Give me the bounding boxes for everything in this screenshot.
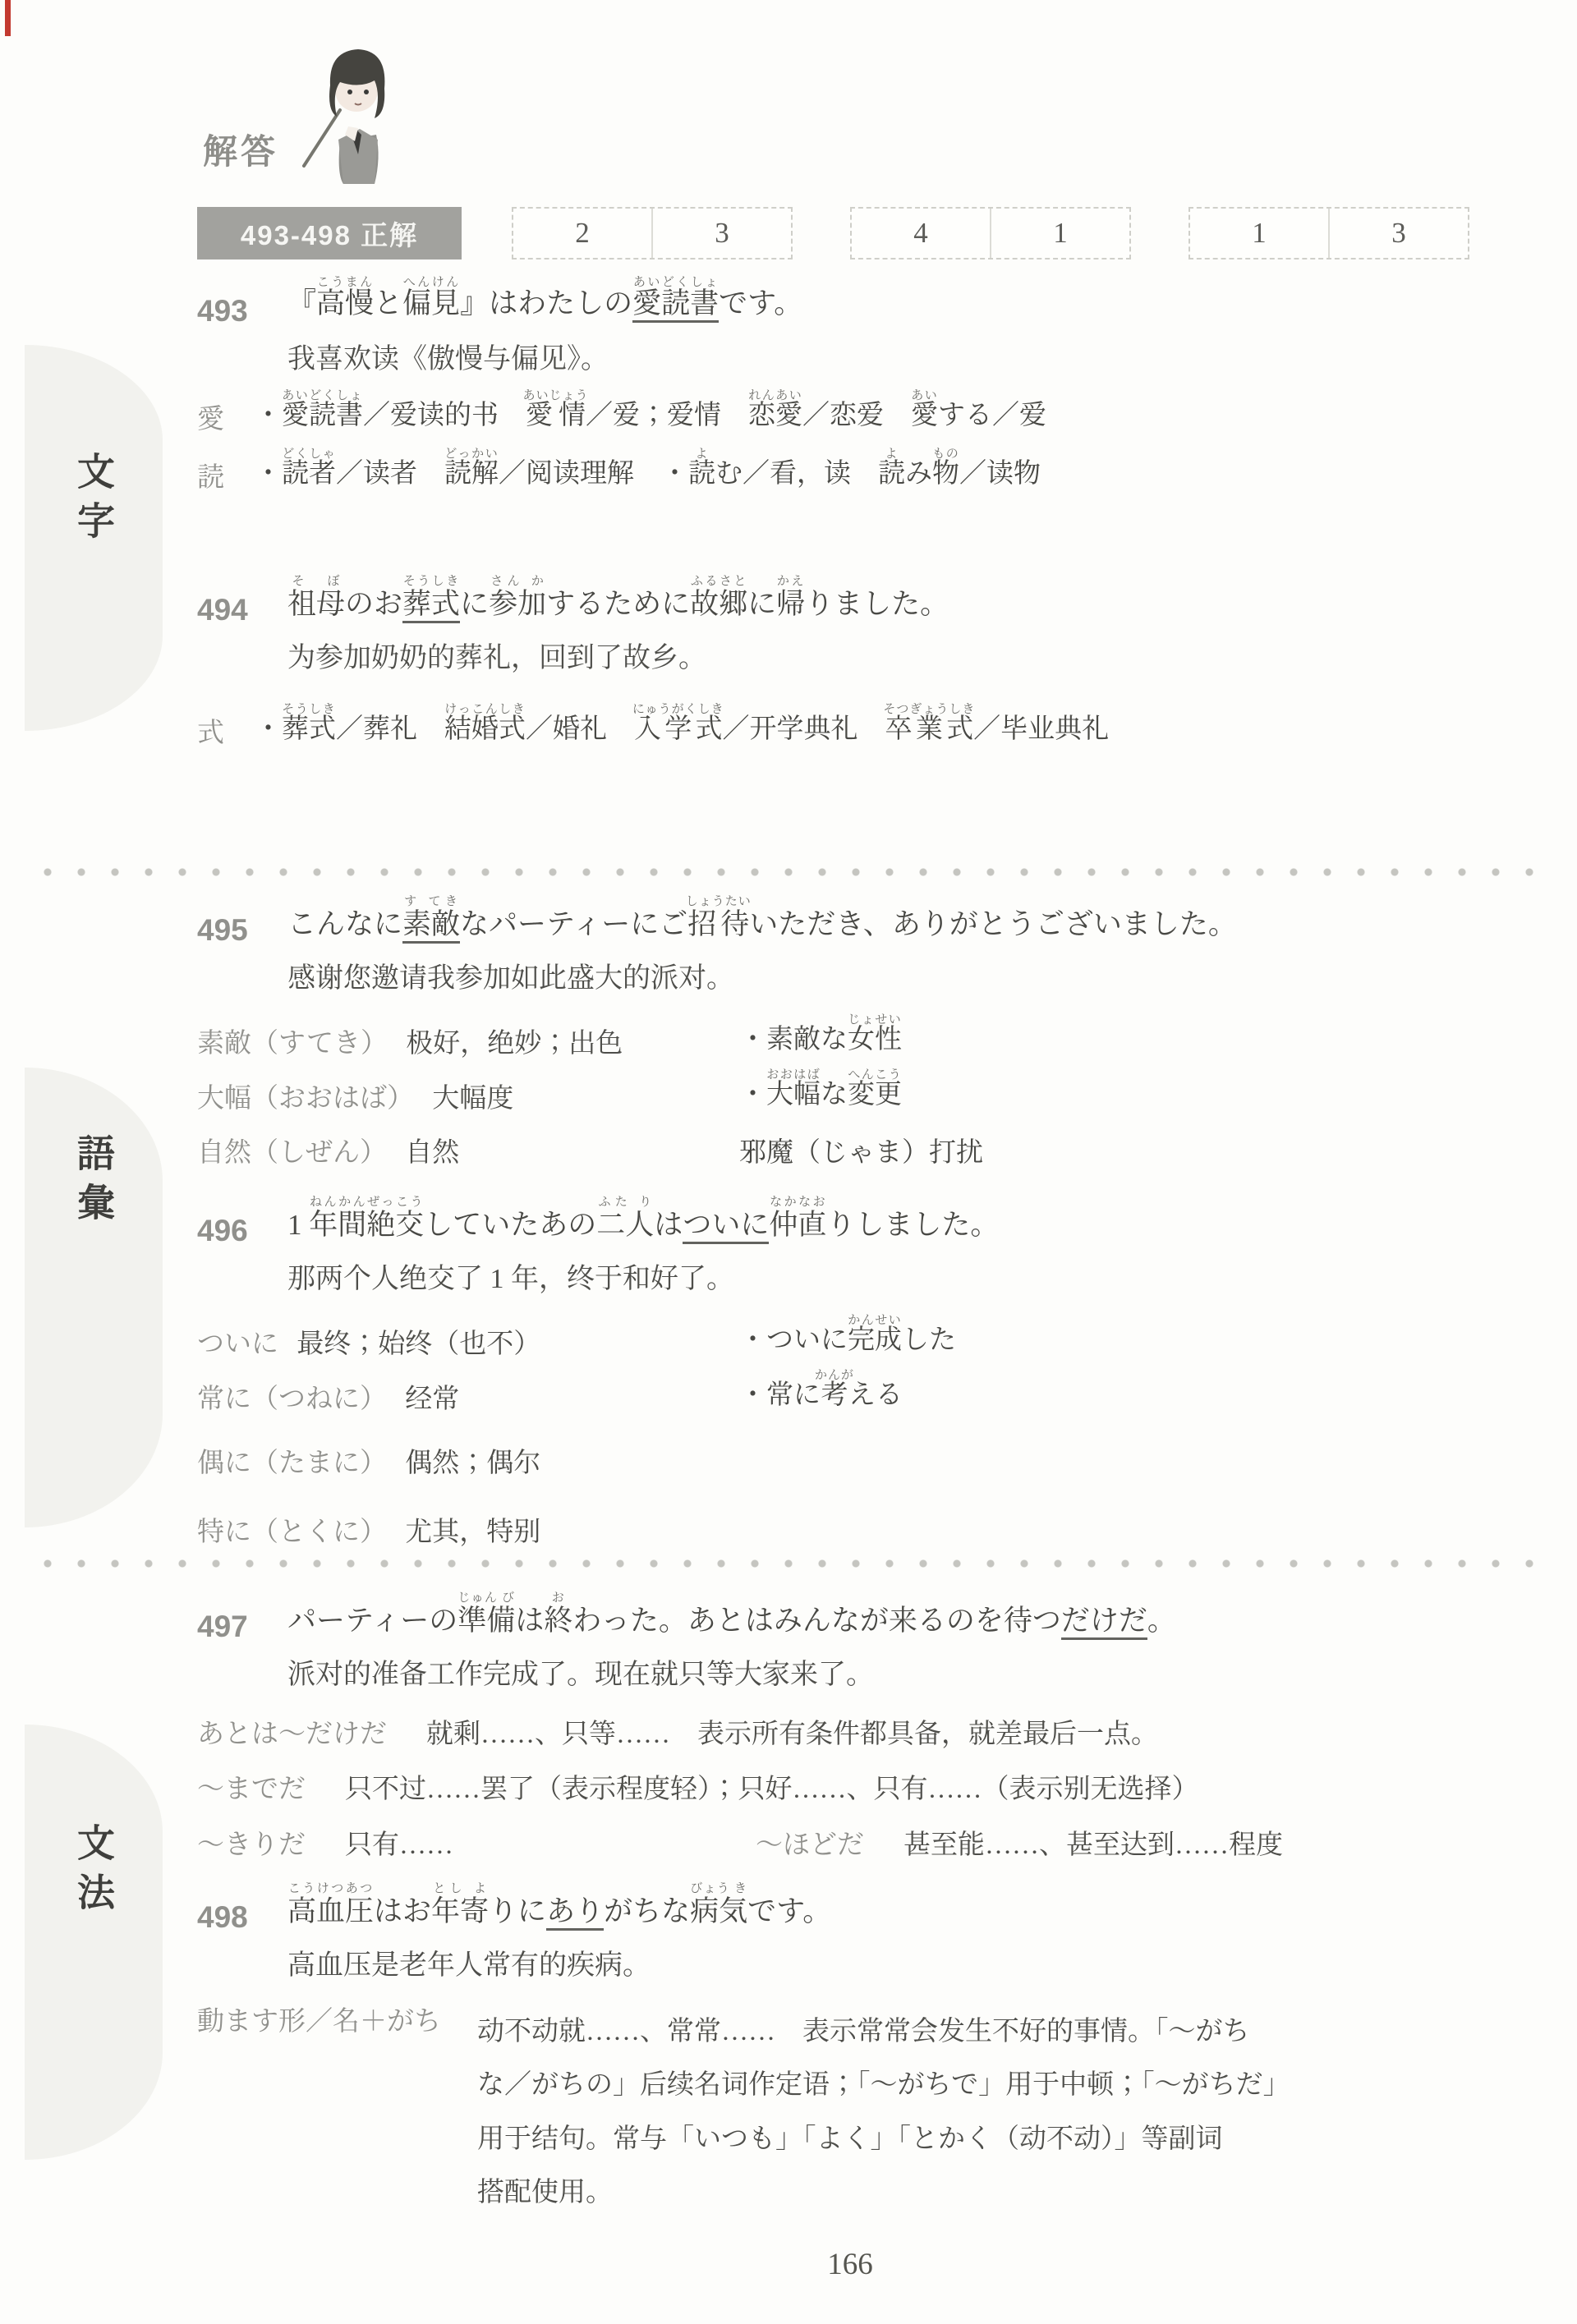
question-number: 496 (197, 1214, 248, 1247)
vocab-row (197, 389, 1511, 434)
vocab-definition: 大幅度 (432, 1083, 514, 1114)
question-sentence: 高血圧こうけつあつはお年寄とし よりにありがちな病気びょう きです。 (287, 1882, 831, 1931)
vocab-term: 常に（つねに） (197, 1384, 387, 1414)
answer-cell: 4 (913, 217, 928, 249)
vocab-definition: 极好，绝妙；出色 (406, 1029, 623, 1059)
vocab-example: ・ついに完成かんせいした (739, 1314, 956, 1355)
vocab-pair-row (197, 1314, 1511, 1359)
vocab-definition: 自然 (405, 1138, 460, 1169)
grammar-row (197, 1829, 1511, 1862)
vocab-example: ・大幅おおはばな変更へんこう (739, 1068, 902, 1109)
vocab-definition: 经常 (405, 1384, 460, 1414)
vocab-pair-row (197, 1502, 1511, 1546)
grammar-definition-line: 搭配使用。 (477, 2177, 613, 2207)
question-translation: 为参加奶奶的葬礼，回到了故乡。 (287, 643, 706, 673)
question-496 (197, 1196, 1511, 1546)
grammar-row (197, 1773, 1511, 1807)
grammar-definition-line: な／がちの」后续名词作定语；「～がちで」用于中顿；「～がちだ」 (477, 2070, 1290, 2101)
vocab-head-kanji: 式 (197, 719, 224, 748)
grammar-definition: 甚至能……、甚至达到……程度 (903, 1830, 1283, 1860)
question-sentence: 『高慢こうまんと偏見へんけん』はわたしの愛読書あいどくしょです。 (287, 276, 802, 323)
teacher-girl-illustration (289, 43, 396, 186)
vocab-term: 偶に（たまに） (197, 1449, 387, 1479)
vocab-left (197, 1502, 739, 1546)
answer-cell: 1 (1252, 217, 1267, 249)
vocab-row (197, 448, 1511, 493)
vocab-definition: 尤其，特别 (405, 1518, 541, 1548)
grammar-definition (477, 2005, 1290, 2220)
grammar-row (197, 1718, 1511, 1752)
grammar-definition: 就剩……、只等…… 表示所有条件都具备，就差最后一点。 (426, 1720, 1158, 1749)
answer-group (512, 207, 793, 259)
answer-cell: 1 (990, 209, 1129, 258)
vocab-left (197, 1068, 739, 1114)
question-translation: 感谢您邀请我参加如此盛大的派对。 (287, 963, 734, 994)
question-498 (197, 1882, 1511, 2220)
grammar-pattern: ～きりだ (197, 1830, 306, 1860)
grammar-definition-line: 动不动就……、常常…… 表示常常会发生不好的事情。「～がち (477, 2017, 1250, 2046)
vocab-head-kanji: 読 (197, 462, 224, 493)
grammar-pattern: ～までだ (197, 1775, 306, 1805)
vocab-term: 大幅（おおはば） (197, 1083, 414, 1114)
vocab-items: ・葬式そうしき／葬礼 結婚式けっこんしき／婚礼 入学式にゅうがくしき／开学典礼 卒業式そつぎょうしき／毕业典礼 (255, 703, 1110, 744)
question-number: 495 (197, 913, 248, 947)
dotted-separator (43, 867, 1538, 877)
answer-group (1188, 207, 1469, 259)
vocab-term: 特に（とくに） (197, 1518, 387, 1548)
vocab-term: 素敵（すてき） (197, 1029, 388, 1059)
sidebar-section-bunpo (25, 1725, 163, 2160)
question-translation: 高血压是老年人常有的疾病。 (287, 1950, 651, 1981)
question-number: 494 (197, 593, 248, 627)
vocab-pair-row (197, 1068, 1511, 1114)
question-495 (197, 895, 1511, 1167)
question-sentence: 祖母そ ぼのお葬式そうしきに参加さん かするために故郷ふるさとに帰かえりました。 (287, 575, 949, 623)
answer-range-badge: 493-498 正解 (197, 207, 462, 259)
question-493 (197, 276, 1511, 492)
question-translation: 我喜欢读《傲慢与偏见》。 (287, 344, 609, 374)
grammar-definition: 只不过……罢了（表示程度轻）；只好……、只有……（表示别无选择） (345, 1775, 1199, 1805)
vocab-pair-row (197, 1369, 1511, 1414)
sidebar-label-bunpo: 文法 (72, 1823, 115, 1922)
page-number: 166 (827, 2248, 873, 2281)
vocab-head-kanji: 愛 (197, 405, 224, 434)
vocab-definition: 最终；始终（也不） (297, 1330, 541, 1359)
vocab-pair-row (197, 1433, 1511, 1477)
scan-red-mark (5, 0, 11, 36)
vocab-term: ついに (197, 1330, 278, 1359)
vocab-items: ・読者どくしゃ／读者 読解どっかい／阅读理解 ・読よむ／看，读 読よみ物もの／读物 (255, 447, 1041, 489)
vocab-left (197, 1369, 739, 1414)
question-number: 498 (197, 1900, 248, 1934)
question-translation: 派对的准备工作完成了。现在就只等大家来了。 (287, 1660, 874, 1690)
vocab-pair-row (197, 1013, 1511, 1059)
answer-cell: 2 (575, 217, 590, 249)
answer-group (850, 207, 1131, 259)
vocab-left (197, 1314, 739, 1359)
grammar-definition-line: 用于结句。常与「いつも」「よく」「とかく（动不动）」等副词 (477, 2124, 1223, 2154)
grammar-pattern: ～ほどだ (756, 1830, 864, 1860)
vocab-items: ・愛読書あいどくしょ／爱读的书 愛情あいじょう／爱；爱情 恋愛れんあい／恋爱 愛あいする／爱 (255, 389, 1047, 430)
vocab-term: 自然（しぜん） (197, 1138, 387, 1169)
grammar-pattern: あとは～だけだ (197, 1720, 387, 1749)
vocab-left (197, 1123, 739, 1167)
grammar-definition: 只有…… (345, 1830, 453, 1860)
vocab-example: 邪魔（じゃま）打扰 (739, 1138, 983, 1169)
question-sentence: パーティーの準備じゅん びは終おわった。あとはみんなが来るのを待つだけだ。 (287, 1591, 1176, 1640)
sidebar-label-goi: 語彙 (72, 1133, 115, 1232)
answer-cell: 3 (651, 209, 791, 258)
question-number: 497 (197, 1610, 248, 1643)
question-sentence: 1 年間絶交ねんかんぜっこうしていたあの二人ふた りはついに仲直なかなおりしました。 (287, 1196, 999, 1244)
sidebar-section-goi (25, 1068, 163, 1527)
grammar-pattern: 動ます形／名＋がち (197, 2007, 441, 2037)
question-number: 493 (197, 294, 248, 328)
question-translation: 那两个人绝交了 1 年，终于和好了。 (287, 1264, 734, 1294)
question-497 (197, 1591, 1511, 1862)
answer-bar (197, 207, 1478, 259)
question-494 (197, 575, 1511, 748)
vocab-definition: 偶然；偶尔 (405, 1449, 541, 1479)
sidebar-label-moji: 文字 (72, 452, 115, 550)
vocab-pair-row (197, 1123, 1511, 1167)
vocab-example: ・素敵な女性じょせい (739, 1013, 902, 1054)
page-title: 解答 (203, 132, 279, 171)
vocab-example: ・常に考かんがえる (739, 1368, 903, 1410)
grammar-row (197, 2005, 1511, 2220)
question-sentence: こんなに素敵す てきなパーティーにご招待しょうたいいただき、ありがとうございました。 (287, 895, 1237, 944)
vocab-left (197, 1013, 739, 1059)
vocab-left (197, 1433, 739, 1477)
sidebar-section-moji (25, 345, 163, 731)
dotted-separator (43, 1559, 1538, 1568)
answer-cell: 3 (1328, 209, 1468, 258)
vocab-row (197, 703, 1511, 748)
